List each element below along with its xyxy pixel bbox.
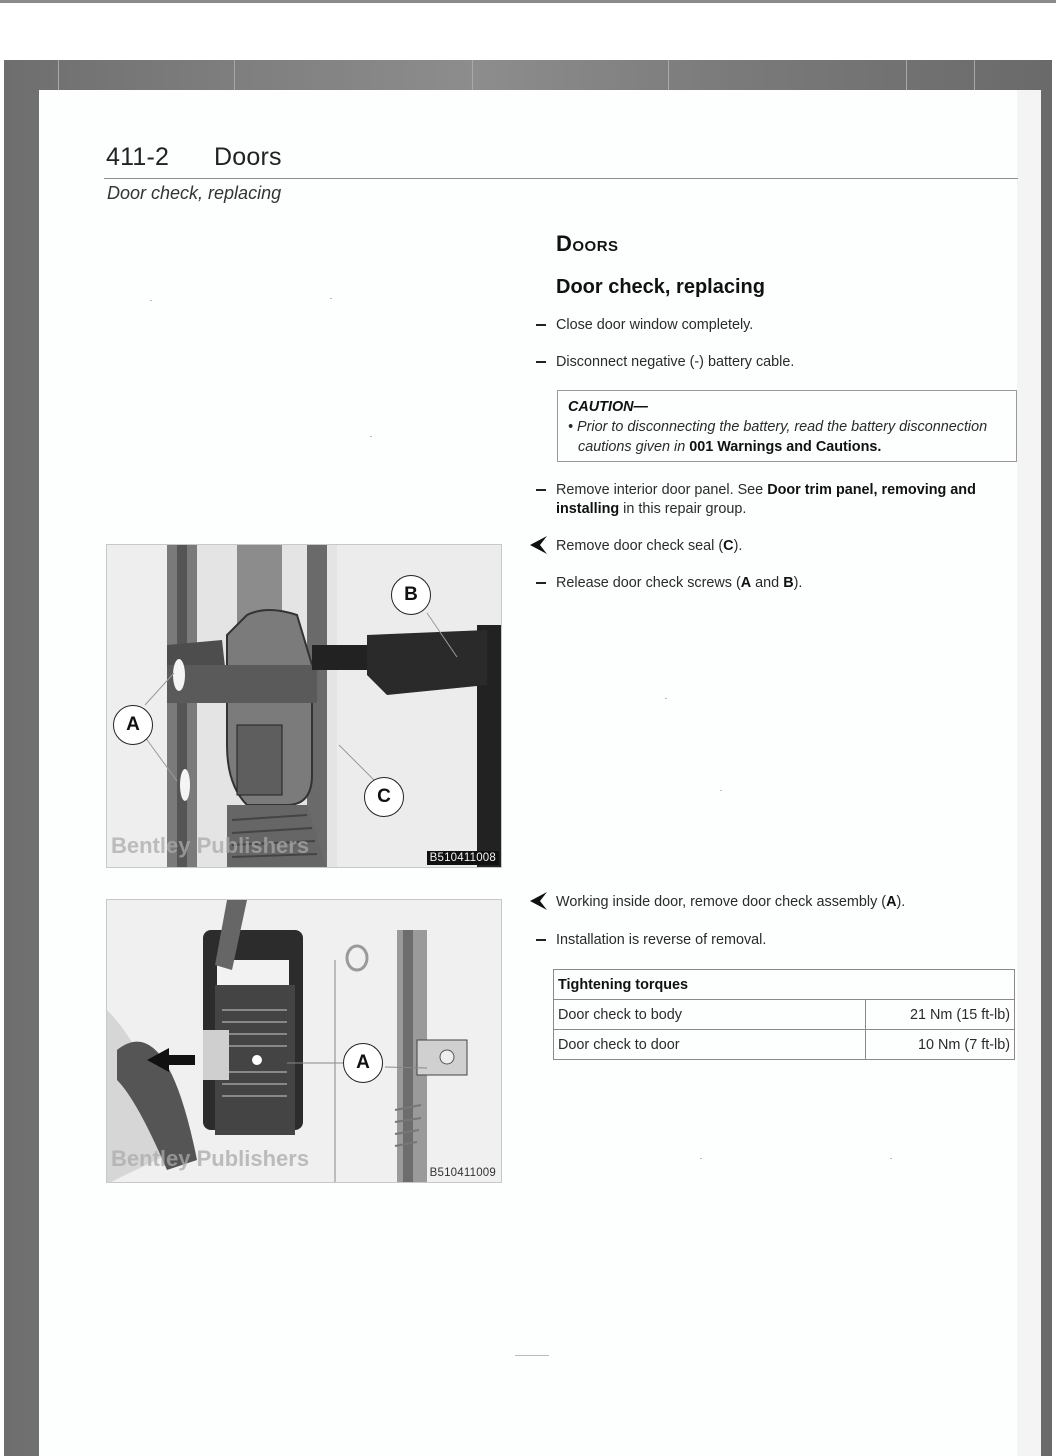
step-close-window: Close door window completely. [556,317,754,333]
door-check-assembly-photo-illustration [107,900,502,1183]
callout-b: B [391,575,431,615]
watermark: Bentley Publishers [111,1146,310,1171]
section-title: Doors [556,231,619,256]
arrow-left-chevron-icon [528,890,550,912]
callout-c: C [364,777,404,817]
page-header [106,143,282,172]
step-remove-assembly: Working inside door, remove door check assembly (A). [530,893,1020,912]
step-remove-seal: Remove door check seal (C). [530,537,1020,556]
page-edge-shadow [1017,90,1041,1456]
header-divider [104,178,1018,179]
step-disconnect-battery: Disconnect negative (-) battery cable. [556,354,795,370]
table-row [554,1000,1015,1030]
caution-reference-link[interactable]: 001 Warnings and Cautions. [689,439,882,455]
arrow-left-chevron-icon [528,534,550,556]
caution-body: • Prior to disconnecting the battery, read the battery disconnection cautions given in 001 Warnings and Cautions. [568,419,988,455]
door-check-photo-illustration [107,545,502,868]
step-remove-panel: Remove interior door panel. See Door trim panel, removing and installing in this repair group. [556,482,976,517]
chapter-title: Doors [214,143,282,171]
page-subtitle: Door check, replacing [107,183,282,203]
caution-title: CAUTION— [568,399,648,415]
torque-value: 21 Nm (15 ft-lb) [866,1000,1015,1030]
page-edge [1041,90,1045,1456]
table-title: Tightening torques [554,970,1015,1000]
figure-door-check-seal [106,544,502,868]
torque-value: 10 Nm (7 ft-lb) [866,1030,1015,1060]
viewer-top-bar [0,0,1056,3]
tightening-torques-table [553,969,1015,1060]
figure-code: B510411008 [427,851,499,865]
torque-label: Door check to body [554,1000,866,1030]
procedure-title: Door check, replacing [556,276,765,298]
figure-door-check-assembly [106,899,502,1183]
step-release-screws: Release door check screws (A and B). [556,575,803,591]
table-row [554,1030,1015,1060]
door-trim-panel-reference-link[interactable]: Door trim panel, removing and installing [556,482,976,517]
caution-box [557,390,1017,462]
callout-a: A [343,1043,383,1083]
torque-label: Door check to door [554,1030,866,1060]
figure-code: B510411009 [429,1167,496,1179]
callout-a: A [113,705,153,745]
step-installation: Installation is reverse of removal. [556,932,767,948]
table-header-row [554,970,1015,1000]
page-number: 411-2 [106,143,170,171]
watermark: Bentley Publishers [111,833,310,858]
